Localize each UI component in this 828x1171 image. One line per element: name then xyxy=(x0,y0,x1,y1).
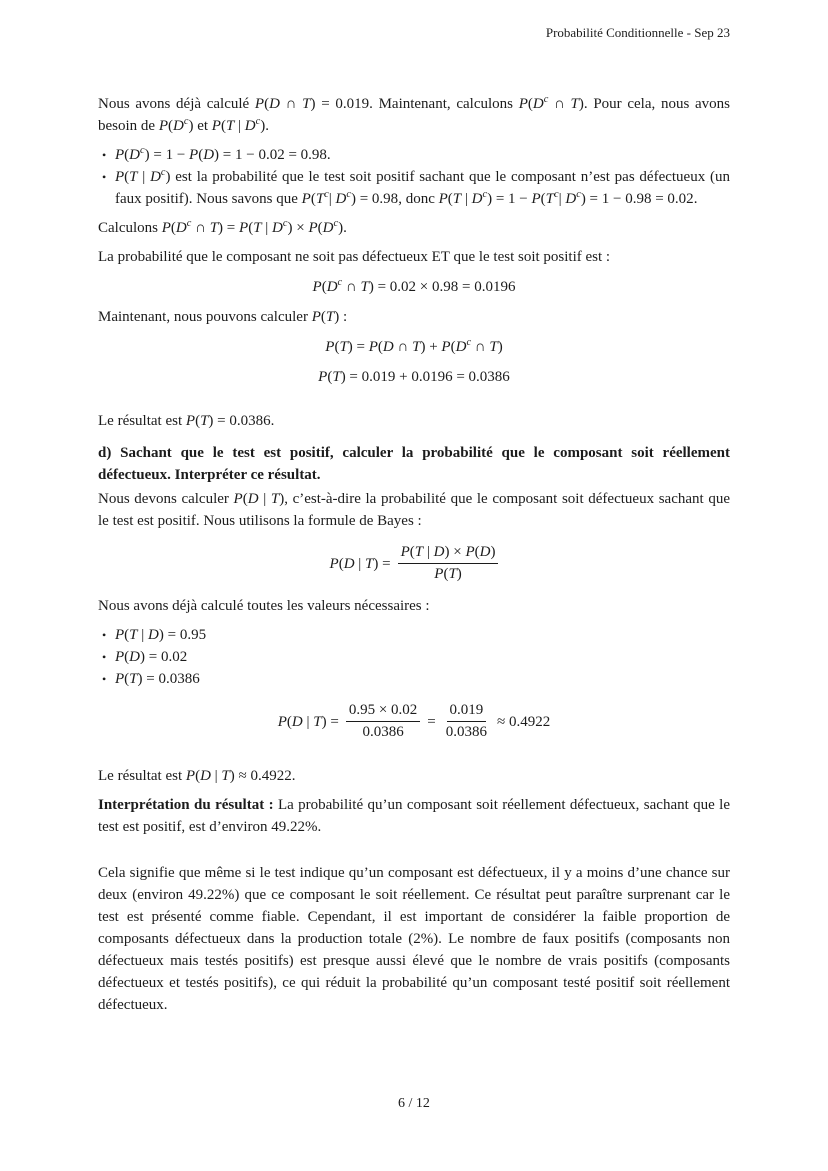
page-footer xyxy=(98,1096,730,1112)
fraction-numerator: 0.95 × 0.02 xyxy=(346,700,420,722)
fraction-denominator: 0.0386 xyxy=(362,724,404,740)
fraction xyxy=(398,542,499,585)
page-header xyxy=(98,25,730,41)
paragraph-resultat-pt: Le résultat est P(T) = 0.0386. xyxy=(98,413,275,429)
fraction-numerator: 0.019 xyxy=(447,700,487,722)
value-pt: P(T) = 0.0386 xyxy=(115,671,200,687)
equation-final-calculation xyxy=(98,700,730,743)
list-item xyxy=(115,668,730,690)
list-item xyxy=(115,624,730,646)
paragraph-intro: Nous avons déjà calculé P(D ∩ T) = 0.019. Maintenant, calculons $P(D^c$ ∩ T). Pour cela, nous avons besoin de $P(D^c)$ et P(T | $D^c$). xyxy=(98,94,730,134)
paragraph-explication: Cela signifie que même si le test indique qu’un composant est défectueux, il y a moins d’une chance sur deux (environ 49.22%) que ce composant le soit réellement. Ce résultat peut paraître surprenant car le test est présenté comme fiable. Cependant, il est important de considérer la faible proportion de composants défectueux dans la production totale (2%). Le nombre de faux positifs (composants non défectueux mais testés positifs) est presque aussi élevé que le nombre de vrais positifs (composants défectueux et testés positifs), ce qui réduit la probabilité qu’un composant testé positif soit réellement défectueux. xyxy=(98,865,730,1013)
equation-bayes-formula xyxy=(98,542,730,585)
equals-sign: = xyxy=(427,713,436,730)
equation-pt-sum: P(T) = P(D ∩ $T) + P(D^c$ ∩ T) xyxy=(325,337,503,355)
equation-lhs: P(D | T) = xyxy=(329,555,391,572)
equation-lhs: P(D | T) = xyxy=(277,713,339,730)
bullet-list-probabilities xyxy=(98,144,730,210)
fraction xyxy=(346,700,420,743)
approx-result: ≈ 0.4922 xyxy=(497,713,551,730)
heading-question-d: d) Sachant que le test est positif, calculer la probabilité que le composant soit réellement défectueux. Interpréter ce résultat. xyxy=(98,445,730,483)
fraction xyxy=(443,700,490,743)
bullet-list-values xyxy=(98,624,730,690)
list-item xyxy=(115,646,730,668)
paragraph-bayes-intro: Nous devons calculer P(D | T), c’est-à-dire la probabilité que le composant soit défectueux sachant que le test est positif. Nous utilisons la formule de Bayes : xyxy=(98,491,730,529)
value-pd: P(D) = 0.02 xyxy=(115,649,188,665)
header-title: Probabilité Conditionnelle - Sep 23 xyxy=(545,25,730,40)
list-item: • $P(D^c) = 1 - P(D) = 1 - 0.02 = 0.98$. xyxy=(115,144,730,166)
paragraph-interpretation: Interprétation du résultat : La probabilité qu’un composant soit réellement défectueux, sachant que le test est positif, est d’environ 49.22%. xyxy=(98,797,730,835)
fraction-numerator: P(T | D) × P(D) xyxy=(398,542,499,564)
list-item: • P(T | $D^c$) est la probabilité que le test soit positif sachant que le composant n’est pas défectueux (un faux positif). Nous savons que $P(T^c|$ $D^c) = 0.98$, donc P(T | $D^c) = 1 - P(T^c|$ $D^c) = 1 - 0.98 = 0.02$. xyxy=(115,166,730,210)
paragraph-valeurs: Nous avons déjà calculé toutes les valeurs nécessaires : xyxy=(98,598,430,614)
paragraph-calculons: Calculons $P(D^c$ ∩ T) = P(T | $D^c) \times P(D^c)$. xyxy=(98,218,347,236)
document-content xyxy=(98,86,730,1023)
equation-dc-inter-t: $P(D^c$ ∩ T) = 0.02 × 0.98 = 0.0196 xyxy=(312,277,516,295)
page-number: 6 / 12 xyxy=(398,1096,430,1111)
paragraph-resultat-pdt: Le résultat est P(D | T) ≈ 0.4922. xyxy=(98,768,296,784)
fraction-denominator: P(T) xyxy=(434,566,462,582)
fraction-denominator: 0.0386 xyxy=(445,724,488,740)
equation-pt-value: P(T) = 0.019 + 0.0196 = 0.0386 xyxy=(318,369,510,385)
value-ptd: P(T | D) = 0.95 xyxy=(115,627,207,643)
paragraph-maintenant: Maintenant, nous pouvons calculer P(T) : xyxy=(98,309,348,325)
paragraph-proba-intro: La probabilité que le composant ne soit pas défectueux ET que le test soit positif est : xyxy=(98,249,611,265)
